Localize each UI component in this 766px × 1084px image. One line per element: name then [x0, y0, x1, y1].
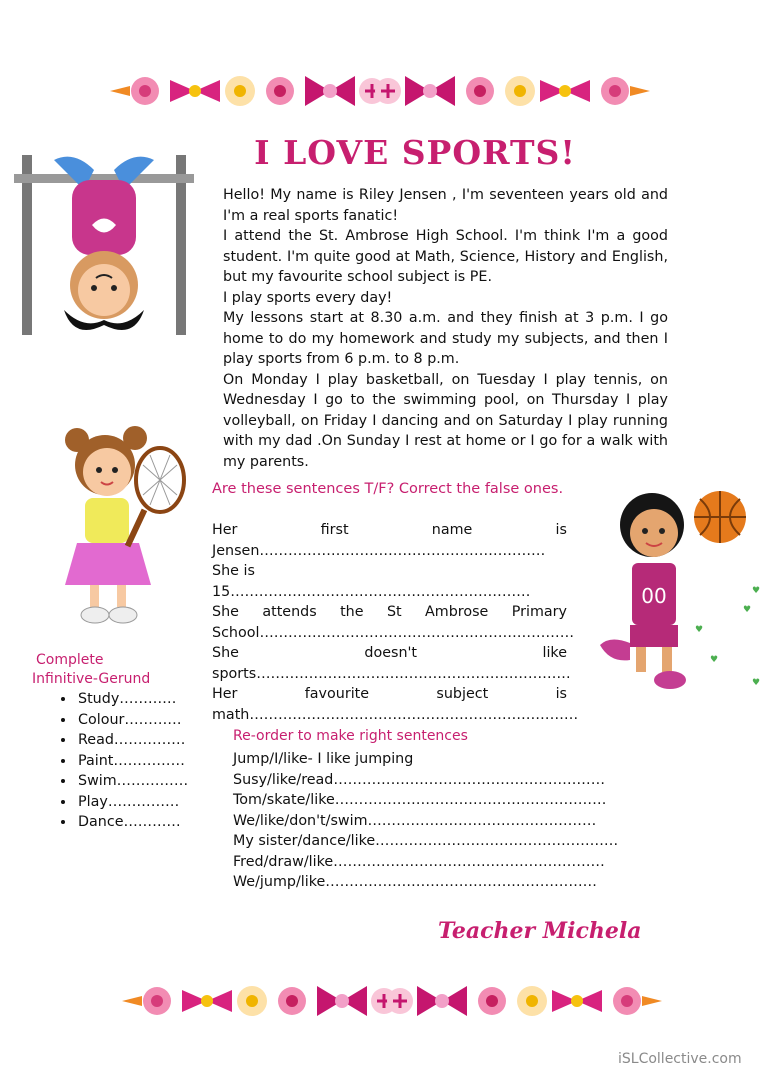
list-item[interactable]: Fred/draw/like………………………………………………… — [233, 853, 605, 870]
list-item[interactable]: Susy/like/read………………………………………………… — [233, 771, 606, 788]
list-item[interactable]: Tom/skate/like………………………………………………… — [233, 792, 607, 808]
answer-line[interactable]: math…………………………………………………………… — [212, 706, 579, 723]
gerund-exercise-title — [32, 651, 202, 689]
flower-border-bottom-icon — [112, 970, 672, 1032]
word: Her — [212, 686, 238, 702]
list-item[interactable]: • Study………… — [76, 689, 188, 710]
tf-question — [212, 602, 567, 623]
story-paragraph: Hello! My name is Riley Jensen , I'm seventeen years old and I'm a real sports fanatic! — [223, 187, 668, 224]
list-item[interactable]: • Read…………… — [76, 730, 188, 751]
word: doesn't — [364, 645, 418, 661]
word: attends — [262, 604, 317, 620]
word: favourite — [304, 686, 370, 702]
list-item[interactable]: • Dance………… — [76, 812, 188, 833]
word: Ambrose — [425, 604, 489, 620]
tf-question — [212, 643, 567, 664]
word: name — [431, 522, 473, 538]
answer-line[interactable]: School………………………………………………………… — [212, 624, 574, 641]
list-item[interactable]: We/jump/like………………………………………………… — [233, 874, 597, 890]
word: Her — [212, 522, 238, 538]
heart-icon: ♥ — [710, 655, 719, 665]
list-item[interactable]: • Colour………… — [76, 710, 188, 731]
answer-line[interactable]: Jensen…………………………………………………… — [212, 542, 546, 559]
story-paragraph: I attend the St. Ambrose High School. I'm think I'm a good student. I'm quite good at Math, Science, History and English, but my favourite school subject is PE. — [223, 228, 668, 285]
heart-icon: ♥ — [752, 678, 761, 688]
story-paragraph: My lessons start at 8.30 a.m. and they finish at 3 p.m. I go home to do my homework and study my subjects, and then I play sports from 6 p.m. to 8 p.m. — [223, 310, 668, 367]
reading-text — [223, 185, 668, 472]
word: first — [320, 522, 349, 538]
title-line: Complete — [36, 652, 104, 668]
heart-icon: ♥ — [695, 625, 704, 635]
reorder-list — [233, 749, 618, 893]
word: like — [542, 645, 567, 661]
story-paragraph: On Monday I play basketball, on Tuesday I play tennis, on Wednesday I go to the swimming pool, on Thursday I play volleyball, on Friday I dancing and on Saturday I play running with my dad .On Sunday I rest at home or I go for a walk with my parents. — [223, 371, 668, 470]
flower-border-top-icon — [100, 60, 660, 122]
girl-hanging-bar-icon — [14, 150, 194, 340]
list-item[interactable]: We/like/don't/swim………………………………………… — [233, 812, 597, 829]
girl-basketball-icon — [590, 485, 765, 695]
word: subject — [436, 686, 489, 702]
word: Primary — [511, 604, 567, 620]
list-item[interactable]: • Play…………… — [76, 792, 188, 813]
gerund-list — [52, 689, 188, 833]
svg-text:00: 00 — [641, 584, 667, 608]
word: is — [555, 686, 567, 702]
girl-tennis-icon — [55, 420, 190, 635]
list-item[interactable]: • Paint…………… — [76, 751, 188, 772]
reorder-exercise-title: Re-order to make right sentences — [233, 728, 468, 744]
teacher-signature: Teacher Michela — [438, 918, 642, 944]
list-item[interactable]: • Swim…………… — [76, 771, 188, 792]
list-item[interactable]: My sister/dance/like…………………………………………… — [233, 833, 619, 849]
word: She — [212, 645, 239, 661]
heart-icon: ♥ — [752, 586, 761, 596]
tf-question[interactable]: She is 15……………………………………………………… — [212, 563, 531, 600]
heart-icon: ♥ — [743, 605, 752, 615]
word: She — [212, 604, 239, 620]
tf-exercise-title: Are these sentences T/F? Correct the false ones. — [212, 481, 564, 497]
word: is — [555, 522, 567, 538]
story-paragraph: I play sports every day! — [223, 289, 393, 306]
footer-watermark: iSLCollective.com — [618, 1051, 742, 1067]
list-item: Jump/I/like- I like jumping — [233, 751, 414, 767]
tf-exercise — [212, 520, 579, 725]
word: St — [386, 604, 402, 620]
title-line: Infinitive-Gerund — [32, 671, 151, 687]
answer-line[interactable]: sports………………………………………………………… — [212, 665, 571, 682]
tf-question — [212, 684, 567, 705]
word: the — [340, 604, 364, 620]
tf-question — [212, 520, 567, 541]
page-title: I LOVE SPORTS! — [254, 133, 576, 172]
